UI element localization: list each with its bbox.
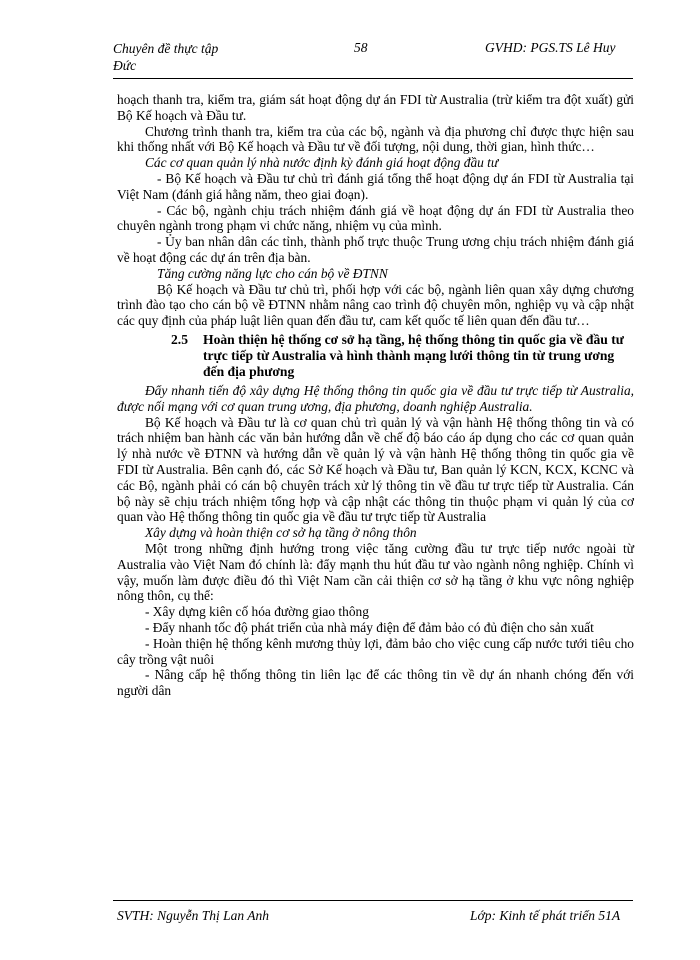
paragraph: - Xây dựng kiên cố hóa đường giao thông [145,604,369,620]
header-title [113,40,219,74]
paragraph: - Bộ Kế hoạch và Đầu tư chủ trì đánh giá tổng thể hoạt động dự án FDI từ Australia tại Việt Nam (đánh giá hằng năm, theo giai đoạn). [117,170,634,202]
footer-rule [113,900,633,901]
paragraph: Bộ Kế hoạch và Đầu tư là cơ quan chủ trì quản lý và vận hành Hệ thống thông tin và có trách nhiệm ban hành các văn bản hướng dẫn về chế độ báo cáo áp dụng cho các cơ quan quản lý nhà nước về ĐTNN và hướng dẫn về quản lý và vận hành Hệ thống thông tin quốc gia về FDI từ Australia. Bên cạnh đó, các Sở Kế hoạch và Đầu tư, Ban quản lý KCN, KCX, KCNC và các Bộ, ngành phải có cán bộ chuyên trách xử lý thông tin về đầu tư trực tiếp từ Australia. Cán bộ này sẽ chịu trách nhiệm tổng hợp và cập nhật các thông tin thuộc phạm vi quản lý của cơ quan vào Hệ thống thông tin quốc gia về đầu tư trực tiếp từ Australia [117,414,634,525]
footer-student: SVTH: Nguyễn Thị Lan Anh [117,908,270,923]
paragraph: - Các bộ, ngành chịu trách nhiệm đánh giá về hoạt động dự án FDI từ Australia theo chuyên ngành trong phạm vi chức năng, nhiệm vụ của mình. [117,202,634,234]
subheading: Các cơ quan quản lý nhà nước định kỳ đánh giá hoạt động đầu tư [145,155,499,171]
header-advisor: GVHD: PGS.TS Lê Huy [485,40,616,55]
subheading: Tăng cường năng lực cho cán bộ về ĐTNN [157,265,388,281]
header-rule [113,78,633,79]
paragraph: - Ủy ban nhân dân các tỉnh, thành phố trực thuộc Trung ương chịu trách nhiệm đánh giá về hoạt động các dự án trên địa bàn. [117,234,634,265]
subheading: Đẩy nhanh tiến độ xây dựng Hệ thống thông tin quốc gia về đầu tư trực tiếp từ Australia, được nối mạng với cơ quan trung ương, địa phương, doanh nghiệp Australia. [117,382,634,414]
paragraph: Một trong những định hướng trong việc tăng cường đầu tư trực tiếp nước ngoài từ Australia vào Việt Nam đó chính là: đẩy mạnh thu hút đầu tư vào ngành nông nghiệp. Chính vì vậy, muốn làm được điều đó thì Việt Nam cần cải thiện cơ sở hạ tầng ở khu vực nông nghiệp nông thôn, cụ thể: [117,540,634,604]
paragraph: - Nâng cấp hệ thống thông tin liên lạc để các thông tin về dự án nhanh chóng đến với người dân [117,667,634,699]
header-title-line2: Đức [113,58,137,73]
paragraph: hoạch thanh tra, kiểm tra, giám sát hoạt động dự án FDI từ Australia (trừ kiểm tra đột xuất) gửi Bộ Kế hoạch và Đầu tư. [117,92,634,123]
footer-class: Lớp: Kinh tế phát triển 51A [470,908,621,923]
document-body [117,92,634,699]
section-number: 2.5 [171,331,188,347]
page-number: 58 [354,40,368,55]
header-title-line1: Chuyên đề thực tập [113,41,219,56]
paragraph: Bộ Kế hoạch và Đầu tư chủ trì, phối hợp với các bộ, ngành liên quan xây dựng chương trình đào tạo cho cán bộ về ĐTNN nhằm nâng cao trình độ chuyên môn, nghiệp vụ và cập nhật các quy định của pháp luật liên quan đến đầu tư, cam kết quốc tế liên quan đến đầu tư… [117,281,634,329]
subheading: Xây dựng và hoàn thiện cơ sở hạ tầng ở nông thôn [145,525,417,541]
section-heading-text: Hoàn thiện hệ thống cơ sở hạ tầng, hệ thống thông tin quốc gia về đầu tư trực tiếp từ Australia và hình thành mạng lưới thông tin từ trung ương đến địa phương [203,331,624,379]
paragraph: Chương trình thanh tra, kiểm tra của các bộ, ngành và địa phương chỉ được thực hiện sau khi thống nhất với Bộ Kế hoạch và Đầu tư về đối tượng, nội dung, thời gian, hình thức… [117,123,634,155]
paragraph: - Hoàn thiện hệ thống kênh mương thủy lợi, đảm bảo cho việc cung cấp nước tưới tiêu cho cây trồng vật nuôi [117,635,634,667]
paragraph: - Đẩy nhanh tốc độ phát triển của nhà máy điện để đảm bảo có đủ điện cho sản xuất [145,619,594,635]
section-heading [117,332,634,380]
